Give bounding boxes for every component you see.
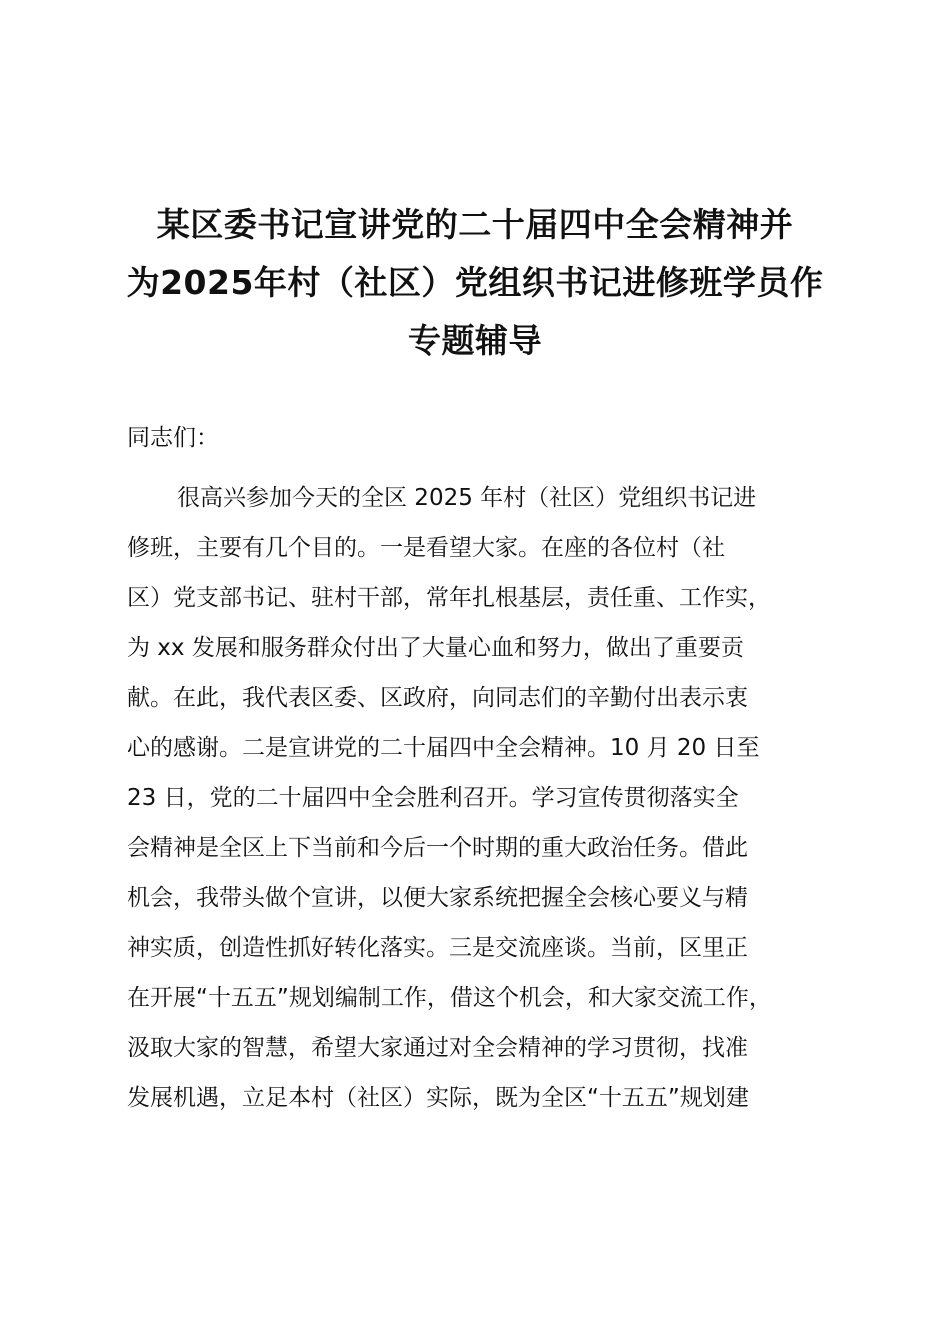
body-line-4: 为 xx 发展和服务群众付出了大量心血和努力，做出了重要贡 [127,635,744,661]
body-line-2: 修班，主要有几个目的。一是看望大家。在座的各位村（社 [127,535,725,561]
body-paragraph [127,478,847,1128]
body-line-11: 在开展“十五五”规划编制工作，借这个机会，和大家交流工作， [127,985,772,1011]
body-line-10: 神实质，创造性抓好转化落实。三是交流座谈。当前，区里正 [127,935,748,961]
body-line-5: 献。在此，我代表区委、区政府，向同志们的辛勤付出表示衷 [127,685,748,711]
body-line-6: 心的感谢。二是宣讲党的二十届四中全会精神。10 月 20 日至 [127,735,760,761]
body-line-1: 很高兴参加今天的全区 2025 年村（社区）党组织书记进 [177,485,757,511]
title-line-3: 专题辅导 [408,321,542,360]
body-line-9: 机会，我带头做个宣讲，以便大家系统把握全会核心要义与精 [127,885,748,911]
body-line-13: 发展机遇，立足本村（社区）实际，既为全区“十五五”规划建 [127,1085,749,1111]
body-line-12: 汲取大家的智慧，希望大家通过对全会精神的学习贯彻，找准 [127,1035,748,1061]
greeting: 同志们： [127,425,219,451]
body-line-7: 23 日，党的二十届四中全会胜利召开。学习宣传贯彻落实全 [127,785,739,811]
title-line-1: 某区委书记宣讲党的二十届四中全会精神并 [156,205,794,244]
body-line-3: 区）党支部书记、驻村干部，常年扎根基层，责任重、工作实， [127,585,771,611]
body-line-8: 会精神是全区上下当前和今后一个时期的重大政治任务。借此 [127,835,748,861]
title-line-2: 为2025年村（社区）党组织书记进修班学员作 [126,263,824,302]
document-title [110,196,840,370]
